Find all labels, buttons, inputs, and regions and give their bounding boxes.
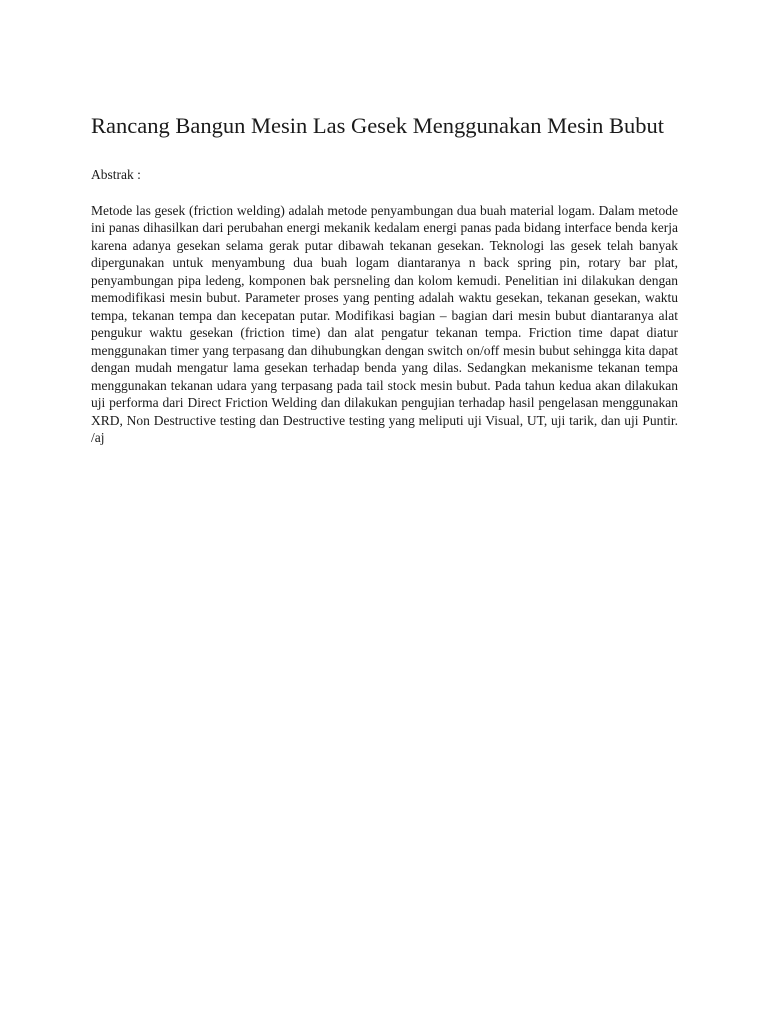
document-content	[91, 112, 678, 460]
document-title: Rancang Bangun Mesin Las Gesek Menggunakan Mesin Bubut	[91, 113, 665, 138]
abstract-body: Metode las gesek (friction welding) adalah metode penyambungan dua buah material logam. Dalam metode ini panas dihasilkan dari perubahan energi mekanik kedalam energi panas pada bidang interface benda kerja karena adanya gesekan selama gerak putar dibawah tekanan gesekan. Teknologi las gesek telah banyak dipergunakan untuk menyambung dua buah logam diantaranya n back spring pin, rotary bar plat, penyambungan pipa ledeng, komponen bak persneling dan kolom kemudi. Penelitian ini dilakukan dengan memodifikasi mesin bubut. Parameter proses yang penting adalah waktu gesekan, tekanan gesekan, waktu tempa, tekanan tempa dan kecepatan putar. Modifikasi bagian – bagian dari mesin bubut diantaranya alat pengukur waktu gesekan (friction time) dan alat pengatur tekanan tempa. Friction time dapat diatur menggunakan timer yang terpasang dan dihubungkan dengan switch on/off mesin bubut sehingga kita dapat dengan mudah mengatur lama gesekan terhadap benda yang dilas. Sedangkan mekanisme tekanan tempa menggunakan tekanan udara yang terpasang pada tail stock mesin bubut. Pada tahun kedua akan dilakukan uji performa dari Direct Friction Welding dan dilakukan pengujian terhadap hasil pengelasan menggunakan XRD, Non Destructive testing dan Destructive testing yang meliputi uji Visual, UT, uji tarik, dan uji Puntir. /aj	[91, 202, 678, 445]
abstract-label: Abstrak :	[91, 167, 141, 182]
